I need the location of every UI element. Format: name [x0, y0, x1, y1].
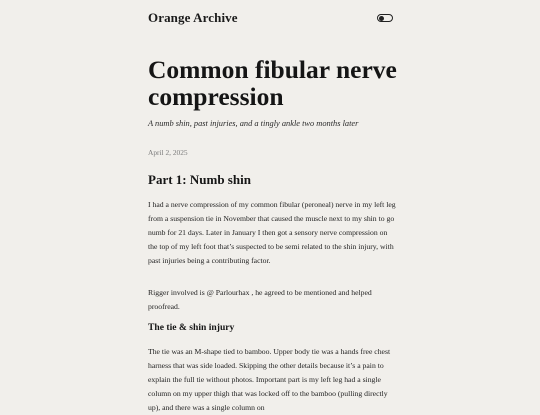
post-title: Common fibular nerve compression [148, 55, 397, 111]
subsection-heading: The tie & shin injury [148, 322, 235, 333]
paragraph-2: Rigger involved is @ Parlourhax , he agreed to be mentioned and helped proofread. [148, 288, 372, 311]
site-header [148, 10, 393, 28]
section-heading: Part 1: Numb shin [148, 172, 251, 187]
theme-toggle-icon[interactable] [377, 14, 393, 22]
paragraph-3: The tie was an M-shape tied to bamboo. Upper body tie was a hands free chest harness that was side loaded. Skipping the other details because it’s a pain to explain the full tie without photos. Important part is my left leg had a single column on my upper thigh that was locked off to the bamboo (pulling directly up), and there was a single column on [148, 347, 391, 412]
toggle-knob [379, 16, 384, 21]
post-subtitle: A numb shin, past injuries, and a tingly ankle two months later [148, 119, 359, 128]
paragraph-1: I had a nerve compression of my common fibular (peroneal) nerve in my left leg from a suspension tie in November that caused the muscle next to my shin to go numb for 21 days. Later in January I then got a sensory nerve compression on the top of my left foot that’s suspected to be semi related to the shin injury, with past injuries being a contributing factor. [148, 200, 396, 265]
post-date: April 2, 2025 [148, 148, 188, 157]
site-title-link[interactable]: Orange Archive [148, 10, 238, 25]
